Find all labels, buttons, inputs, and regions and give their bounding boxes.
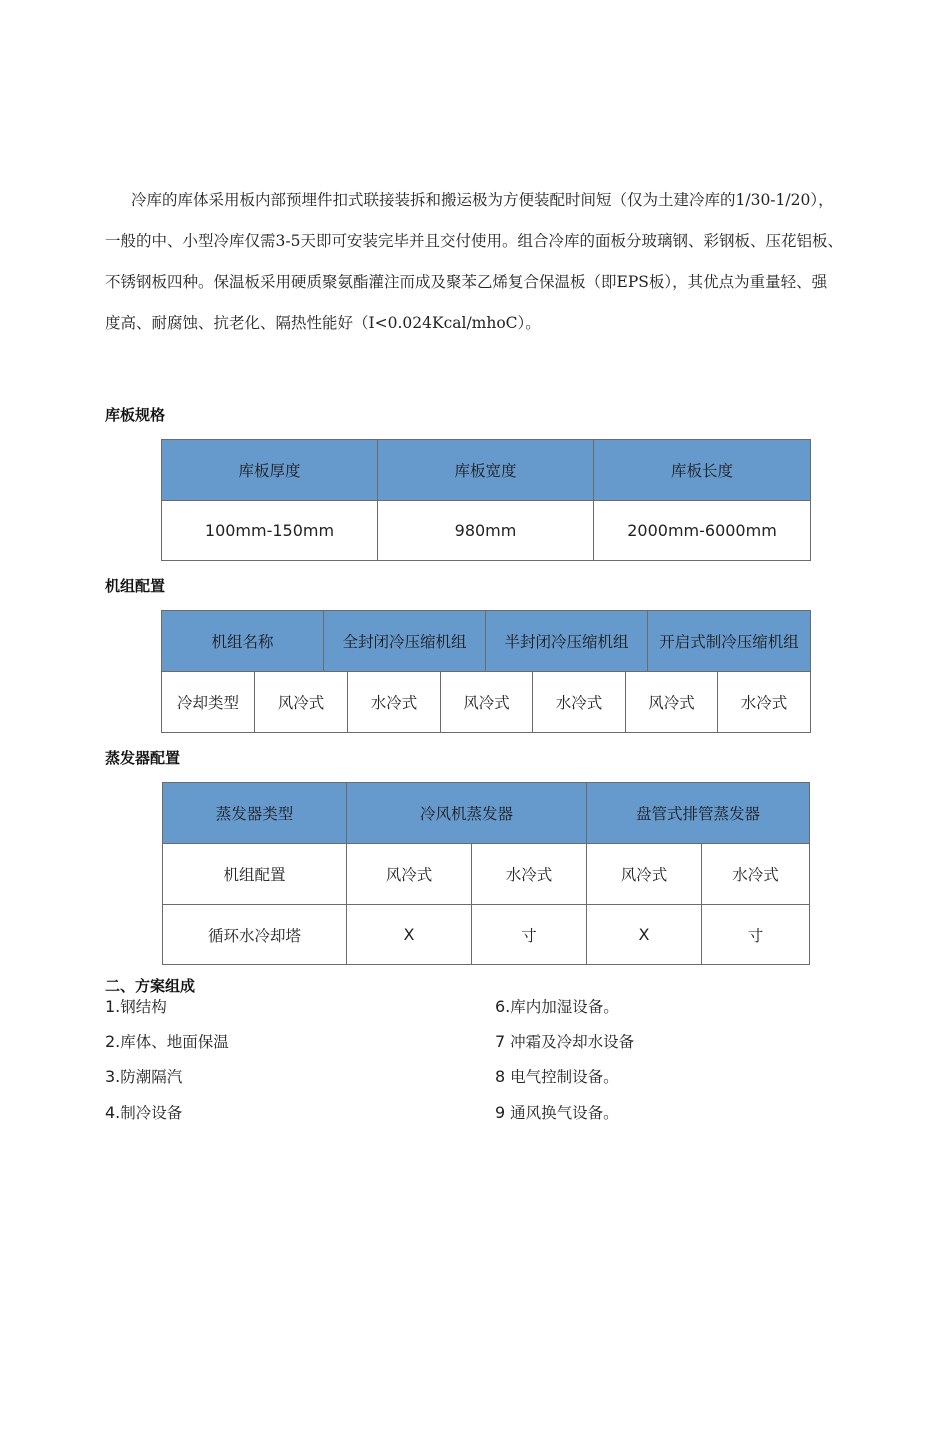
table-cell: 风冷式 bbox=[441, 672, 533, 733]
table-row-label: 循环水冷却塔 bbox=[163, 905, 347, 965]
table-cell: X bbox=[587, 905, 702, 965]
table-cell: 水冷式 bbox=[533, 672, 626, 733]
list-item-number: 8 bbox=[495, 1067, 506, 1086]
unit-config-table bbox=[161, 610, 811, 672]
table-header-cell: 全封闭冷压缩机组 bbox=[324, 611, 486, 672]
list-item-text: 通风换气设备。 bbox=[505, 1104, 619, 1122]
unit-config-row-table bbox=[161, 671, 811, 733]
list-item-number: 3. bbox=[105, 1067, 121, 1086]
table-cell: 风冷式 bbox=[587, 844, 702, 905]
table-cell: 寸 bbox=[702, 905, 810, 965]
list-item-text: 冲霜及冷却水设备 bbox=[505, 1033, 635, 1051]
table-header-cell: 机组名称 bbox=[162, 611, 324, 672]
table-row-label: 机组配置 bbox=[163, 844, 347, 905]
intro-line: 度高、耐腐蚀、抗老化、隔热性能好（I<0.024Kcal/mhoC）。 bbox=[105, 314, 541, 332]
table-cell: 风冷式 bbox=[255, 672, 348, 733]
list-item bbox=[105, 1101, 182, 1123]
list-item-text: 电气控制设备。 bbox=[505, 1068, 619, 1086]
list-item bbox=[105, 1065, 182, 1087]
section-heading-evaporator-config: 蒸发器配置 bbox=[105, 749, 181, 767]
list-item bbox=[495, 995, 619, 1017]
table-cell: 水冷式 bbox=[348, 672, 441, 733]
table-header-cell: 库板长度 bbox=[594, 440, 811, 501]
section-heading-plan: 二、方案组成 bbox=[105, 977, 196, 995]
table-cell: 100mm-150mm bbox=[162, 501, 378, 561]
table-cell: 水冷式 bbox=[702, 844, 810, 905]
list-item-number: 1. bbox=[105, 997, 121, 1016]
list-item bbox=[495, 1065, 619, 1087]
table-cell: 水冷式 bbox=[718, 672, 811, 733]
list-item bbox=[495, 1030, 634, 1052]
section-heading-panel-spec: 库板规格 bbox=[105, 406, 166, 424]
table-cell: 2000mm-6000mm bbox=[594, 501, 811, 561]
list-item-number: 4. bbox=[105, 1103, 121, 1122]
list-item-number: 7 bbox=[495, 1032, 506, 1051]
intro-line: 不锈钢板四种。保温板采用硬质聚氨酯灌注而成及聚苯乙烯复合保温板（即EPS板），其优点为重量轻、强 bbox=[105, 273, 828, 291]
list-item-text: 制冷设备 bbox=[120, 1104, 183, 1122]
table-header-cell: 冷风机蒸发器 bbox=[347, 783, 587, 844]
evaporator-config-table bbox=[162, 782, 810, 965]
list-item-text: 钢结构 bbox=[120, 998, 167, 1016]
list-item-number: 9 bbox=[495, 1103, 506, 1122]
table-cell: 980mm bbox=[378, 501, 594, 561]
table-cell: X bbox=[347, 905, 472, 965]
table-cell: 风冷式 bbox=[347, 844, 472, 905]
table-header-cell: 蒸发器类型 bbox=[163, 783, 347, 844]
table-header-cell: 开启式制冷压缩机组 bbox=[648, 611, 811, 672]
table-header-cell: 库板宽度 bbox=[378, 440, 594, 501]
list-item bbox=[105, 1030, 229, 1052]
intro-line: 冷库的库体采用板内部预埋件扣式联接装拆和搬运极为方便装配时间短（仅为土建冷库的1/30-1/20）， bbox=[131, 191, 834, 209]
list-item bbox=[105, 995, 167, 1017]
table-header-cell: 盘管式排管蒸发器 bbox=[587, 783, 810, 844]
list-item-text: 库体、地面保温 bbox=[120, 1033, 229, 1051]
table-cell: 风冷式 bbox=[626, 672, 718, 733]
intro-paragraph bbox=[105, 188, 870, 338]
list-item-text: 库内加湿设备。 bbox=[510, 998, 619, 1016]
section-heading-unit-config: 机组配置 bbox=[105, 577, 166, 595]
intro-line: 一般的中、小型冷库仅需3-5天即可安装完毕并且交付使用。组合冷库的面板分玻璃钢、彩钢板、压花铝板、 bbox=[105, 232, 843, 250]
table-cell: 寸 bbox=[472, 905, 587, 965]
table-cell: 水冷式 bbox=[472, 844, 587, 905]
panel-spec-table bbox=[161, 439, 811, 561]
list-item-number: 2. bbox=[105, 1032, 121, 1051]
list-item bbox=[495, 1101, 619, 1123]
list-item-number: 6. bbox=[495, 997, 511, 1016]
table-header-cell: 半封闭冷压缩机组 bbox=[486, 611, 648, 672]
table-header-cell: 库板厚度 bbox=[162, 440, 378, 501]
list-item-text: 防潮隔汽 bbox=[120, 1068, 183, 1086]
table-row-label: 冷却类型 bbox=[162, 672, 255, 733]
